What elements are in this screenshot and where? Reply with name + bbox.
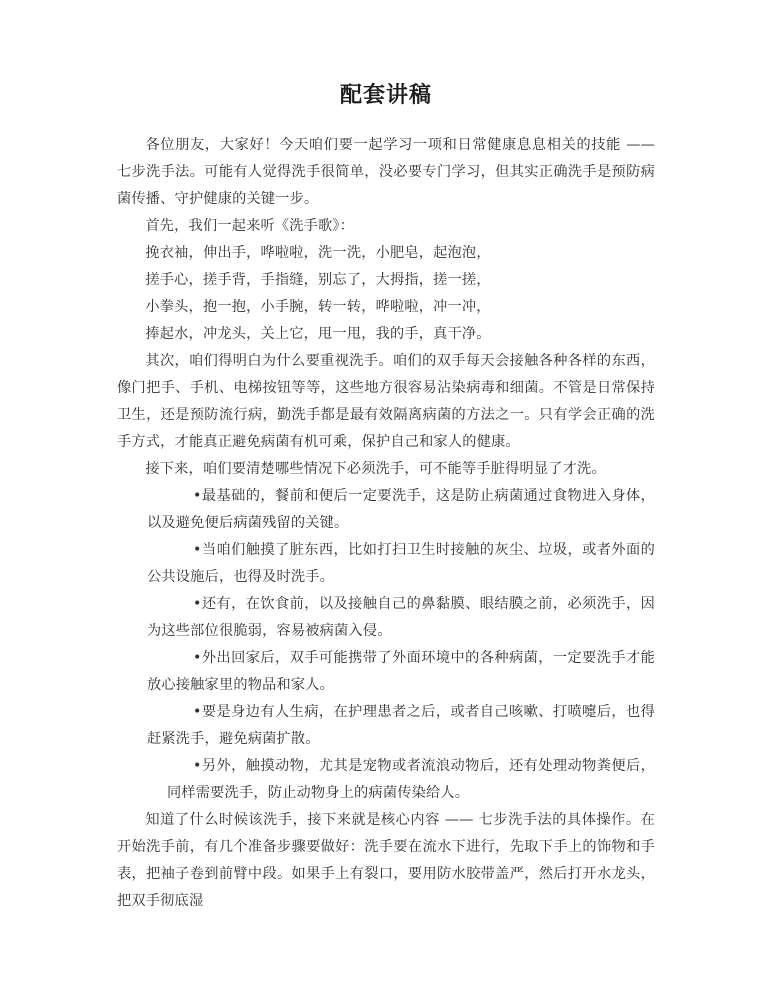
paragraph-intro: 各位朋友，大家好！今天咱们要一起学习一项和日常健康息息相关的技能 —— 七步洗手法。可能有人觉得洗手很简单，没必要专门学习，但其实正确洗手是预防病菌传播、守护健康的关键一步。: [117, 137, 655, 207]
bullet-icon: •: [193, 596, 202, 612]
paragraph-song-intro: 首先，我们一起来听《洗手歌》：: [145, 218, 355, 234]
paragraph-when-wash-lead: 接下来，咱们要清楚哪些情况下必须洗手，可不能等手脏得明显了才洗。: [145, 461, 606, 477]
bullet-icon: •: [193, 488, 202, 504]
list-item-label: 外出回家后，双手可能携带了外面环境中的各种病菌，一定要洗手才能放心接触家里的物品和家人。: [147, 650, 655, 693]
bullet-icon: •: [193, 758, 202, 774]
list-item: [117, 537, 655, 591]
bullet-icon: •: [193, 542, 202, 558]
list-item: [117, 645, 655, 699]
paragraph-why-wash: 其次，咱们得明白为什么要重视洗手。咱们的双手每天会接触各种各样的东西，像门把手、手机、电梯按钮等等，这些地方很容易沾染病毒和细菌。不管是日常保持卫生，还是预防流行病，勤洗手都是最有效隔离病菌的方法之一。只有学会正确的洗手方式，才能真正避免病菌有机可乘，保护自己和家人的健康。: [117, 353, 655, 450]
document-content: [117, 0, 655, 916]
bullet-icon: •: [193, 704, 202, 720]
song-line-4: 捧起水，冲龙头，关上它，甩一甩，我的手，真干净。: [145, 326, 491, 342]
list-item-label: 还有，在饮食前，以及接触自己的鼻黏膜、眼结膜之前，必须洗手，因为这些部位很脆弱，容易被病菌入侵。: [147, 596, 655, 639]
paragraph-preparation: 知道了什么时候该洗手，接下来就是核心内容 —— 七步洗手法的具体操作。在开始洗手前，有几个准备步骤要做好：洗手要在流水下进行，先取下手上的饰物和手表，把袖子卷到前臂中段。如果手上有裂口，要用防水胶带盖严，然后打开水龙头，把双手彻底湿: [117, 812, 655, 909]
list-item-label: 最基础的，餐前和便后一定要洗手，这是防止病菌通过食物进入身体，以及避免便后病菌残留的关键。: [147, 488, 655, 531]
song-line-2: 搓手心，搓手背，手指缝，别忘了，大拇指，搓一搓，: [145, 272, 491, 288]
list-item: [117, 699, 655, 753]
song-line-3: 小拳头，抱一抱，小手腕，转一转，哗啦啦，冲一冲，: [145, 299, 491, 315]
list-item-label: 当咱们触摸了脏东西，比如打扫卫生时接触的灰尘、垃圾，或者外面的公共设施后，也得及时洗手。: [147, 542, 655, 585]
list-item: [117, 753, 655, 807]
page-bottom-spacer: [117, 915, 655, 916]
list-item: [117, 483, 655, 537]
wash-occasions-list: [117, 483, 655, 807]
list-item-label: 要是身边有人生病，在护理患者之后，或者自己咳嗽、打喷嚏后，也得赶紧洗手，避免病菌扩散。: [147, 704, 655, 747]
page-title: 配套讲稿: [339, 82, 432, 108]
list-item-label: 另外，触摸动物，尤其是宠物或者流浪动物后，还有处理动物粪便后，同样需要洗手，防止动物身上的病菌传染给人。: [167, 758, 655, 801]
bullet-icon: •: [193, 650, 202, 666]
song-line-1: 挽衣袖，伸出手，哗啦啦，洗一洗，小肥皂，起泡泡，: [145, 245, 491, 261]
list-item: [117, 591, 655, 645]
